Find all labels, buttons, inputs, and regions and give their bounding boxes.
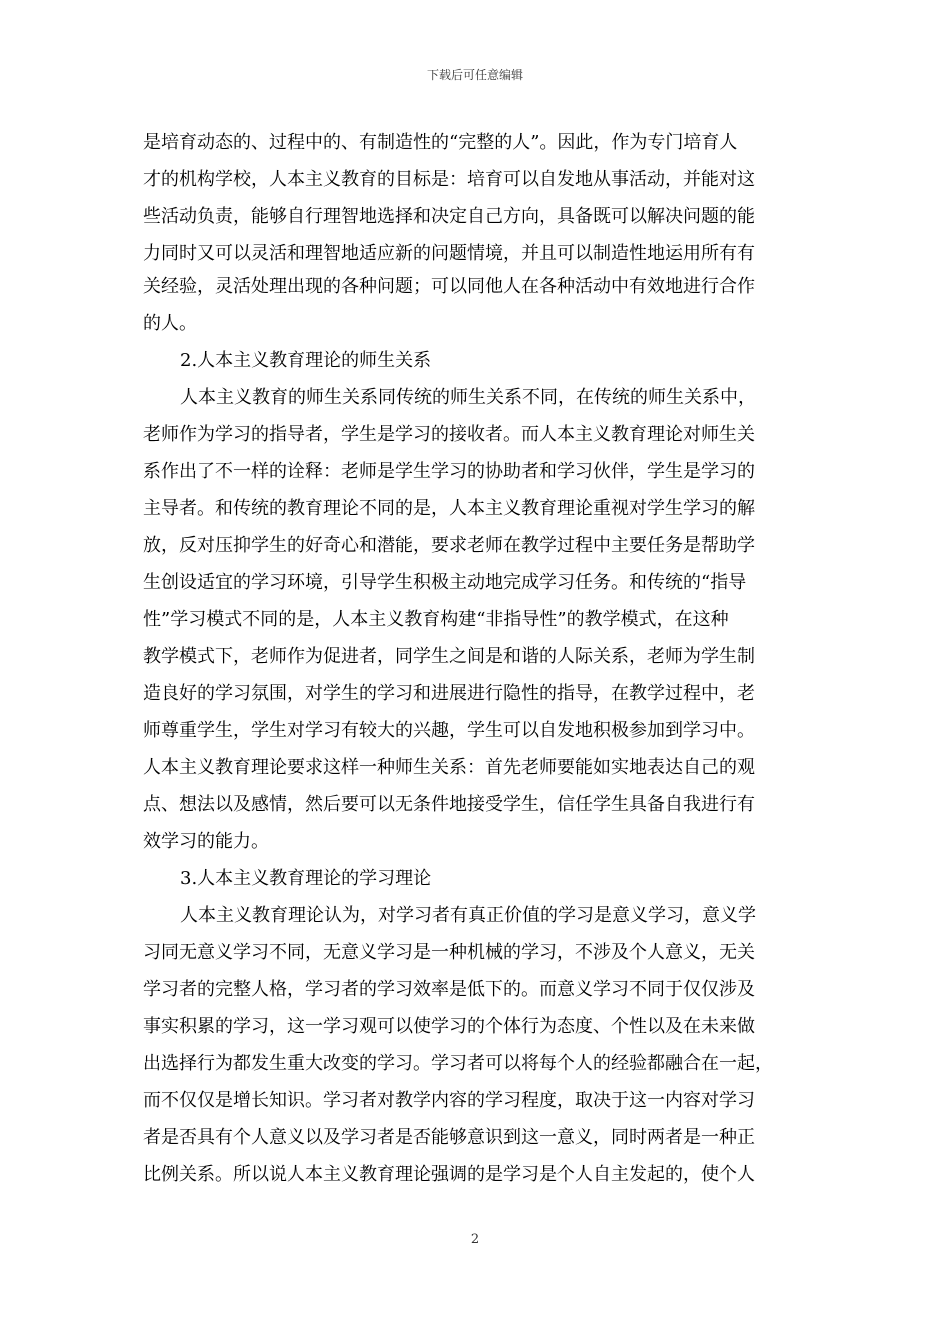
body-line: 才的机构学校，人本主义教育的目标是：培育可以自发地从事活动，并能对这 <box>143 169 755 190</box>
body-line: 出选择行为都发生重大改变的学习。学习者可以将每个人的经验都融合在一起， <box>143 1053 773 1074</box>
body-line: 关经验，灵活处理出现的各种问题；可以同他人在各种活动中有效地进行合作 <box>143 276 755 297</box>
body-line: 人本主义教育的师生关系同传统的师生关系不同，在传统的师生关系中， <box>180 387 756 408</box>
body-line: 的人。 <box>143 313 197 334</box>
section-heading: 2.人本主义教育理论的师生关系 <box>180 350 432 371</box>
body-line: 点、想法以及感情，然后要可以无条件地接受学生，信任学生具备自我进行有 <box>143 794 755 815</box>
body-line: 习同无意义学习不同，无意义学习是一种机械的学习，不涉及个人意义，无关 <box>143 942 755 963</box>
body-line: 老师作为学习的指导者，学生是学习的接收者。而人本主义教育理论对师生关 <box>143 424 755 445</box>
body-line: 比例关系。所以说人本主义教育理论强调的是学习是个人自主发起的，使个人 <box>143 1164 755 1185</box>
body-line: 力同时又可以灵活和理智地适应新的问题情境，并且可以制造性地运用所有有 <box>143 243 755 264</box>
body-line: 系作出了不一样的诠释：老师是学生学习的协助者和学习伙伴，学生是学习的 <box>143 461 755 482</box>
page-number: 2 <box>470 1232 480 1247</box>
body-line: 造良好的学习氛围，对学生的学习和进展进行隐性的指导，在教学过程中，老 <box>143 683 755 704</box>
body-line: 者是否具有个人意义以及学习者是否能够意识到这一意义，同时两者是一种正 <box>143 1127 755 1148</box>
body-line: 师尊重学生，学生对学习有较大的兴趣，学生可以自发地积极参加到学习中。 <box>143 720 755 741</box>
section-heading: 3.人本主义教育理论的学习理论 <box>180 868 432 889</box>
body-line: 些活动负责，能够自行理智地选择和决定自己方向，具备既可以解决问题的能 <box>143 206 755 227</box>
body-line: 教学模式下，老师作为促进者，同学生之间是和谐的人际关系，老师为学生制 <box>143 646 755 667</box>
page-header: 下载后可任意编辑 <box>426 68 523 82</box>
body-line: 生创设适宜的学习环境，引导学生积极主动地完成学习任务。和传统的“指导 <box>143 572 747 593</box>
body-line: 性”学习模式不同的是，人本主义教育构建“非指导性”的教学模式，在这种 <box>143 609 729 630</box>
body-line: 事实积累的学习，这一学习观可以使学习的个体行为态度、个性以及在未来做 <box>143 1016 755 1037</box>
body-line: 人本主义教育理论认为，对学习者有真正价值的学习是意义学习，意义学 <box>180 905 756 926</box>
body-line: 而不仅仅是增长知识。学习者对教学内容的学习程度，取决于这一内容对学习 <box>143 1090 755 1111</box>
body-line: 学习者的完整人格，学习者的学习效率是低下的。而意义学习不同于仅仅涉及 <box>143 979 755 1000</box>
body-line: 是培育动态的、过程中的、有制造性的“完整的人”。因此，作为专门培育人 <box>143 132 738 153</box>
body-line: 主导者。和传统的教育理论不同的是，人本主义教育理论重视对学生学习的解 <box>143 498 755 519</box>
body-line: 效学习的能力。 <box>143 831 269 852</box>
body-line: 放，反对压抑学生的好奇心和潜能，要求老师在教学过程中主要任务是帮助学 <box>143 535 755 556</box>
body-line: 人本主义教育理论要求这样一种师生关系：首先老师要能如实地表达自己的观 <box>143 757 755 778</box>
